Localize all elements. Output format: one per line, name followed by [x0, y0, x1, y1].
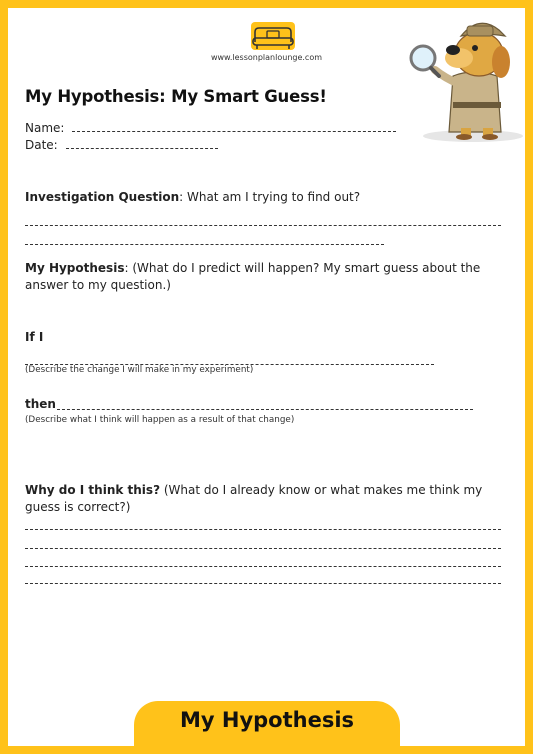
hypothesis-label: My Hypothesis [25, 261, 125, 275]
why-answer-line-1[interactable] [25, 529, 501, 530]
then-label: then [25, 397, 56, 411]
date-label: Date: [25, 138, 58, 152]
name-label: Name: [25, 121, 65, 135]
investigation-question [25, 189, 360, 206]
why-text: (What do I already know or what makes me think my guess is correct?) [25, 483, 483, 514]
investigation-answer-line-1[interactable] [25, 225, 501, 226]
site-url: www.lessonplanlounge.com [210, 53, 323, 62]
why-label: Why do I think this? [25, 483, 161, 497]
hypothesis-text: : (What do I predict will happen? My smart guess about the answer to my question.) [25, 261, 481, 292]
footer-banner [134, 701, 400, 754]
name-field[interactable] [25, 120, 396, 137]
worksheet-page [8, 8, 525, 746]
then-hint: (Describe what I think will happen as a result of that change) [25, 415, 295, 425]
why-prompt [25, 482, 505, 516]
couch-logo-icon [241, 18, 305, 58]
why-answer-line-4[interactable] [25, 583, 501, 584]
if-label: If I [25, 330, 44, 344]
footer-title: My Hypothesis [179, 708, 355, 732]
detective-dog-icon [401, 14, 525, 146]
why-answer-line-3[interactable] [25, 566, 501, 567]
date-line[interactable] [66, 148, 218, 149]
investigation-text: : What am I trying to find out? [179, 190, 361, 204]
investigation-answer-line-2[interactable] [25, 244, 384, 245]
page-title: My Hypothesis: My Smart Guess! [25, 87, 327, 106]
if-section [25, 329, 43, 346]
name-line[interactable] [72, 131, 396, 132]
investigation-label: Investigation Question [25, 190, 180, 204]
then-answer-line[interactable] [57, 409, 473, 410]
date-field[interactable] [25, 137, 218, 154]
hypothesis-prompt [25, 260, 505, 294]
then-section [25, 396, 56, 413]
why-answer-line-2[interactable] [25, 548, 501, 549]
if-hint: (Describe the change I will make in my experiment) [25, 365, 254, 375]
